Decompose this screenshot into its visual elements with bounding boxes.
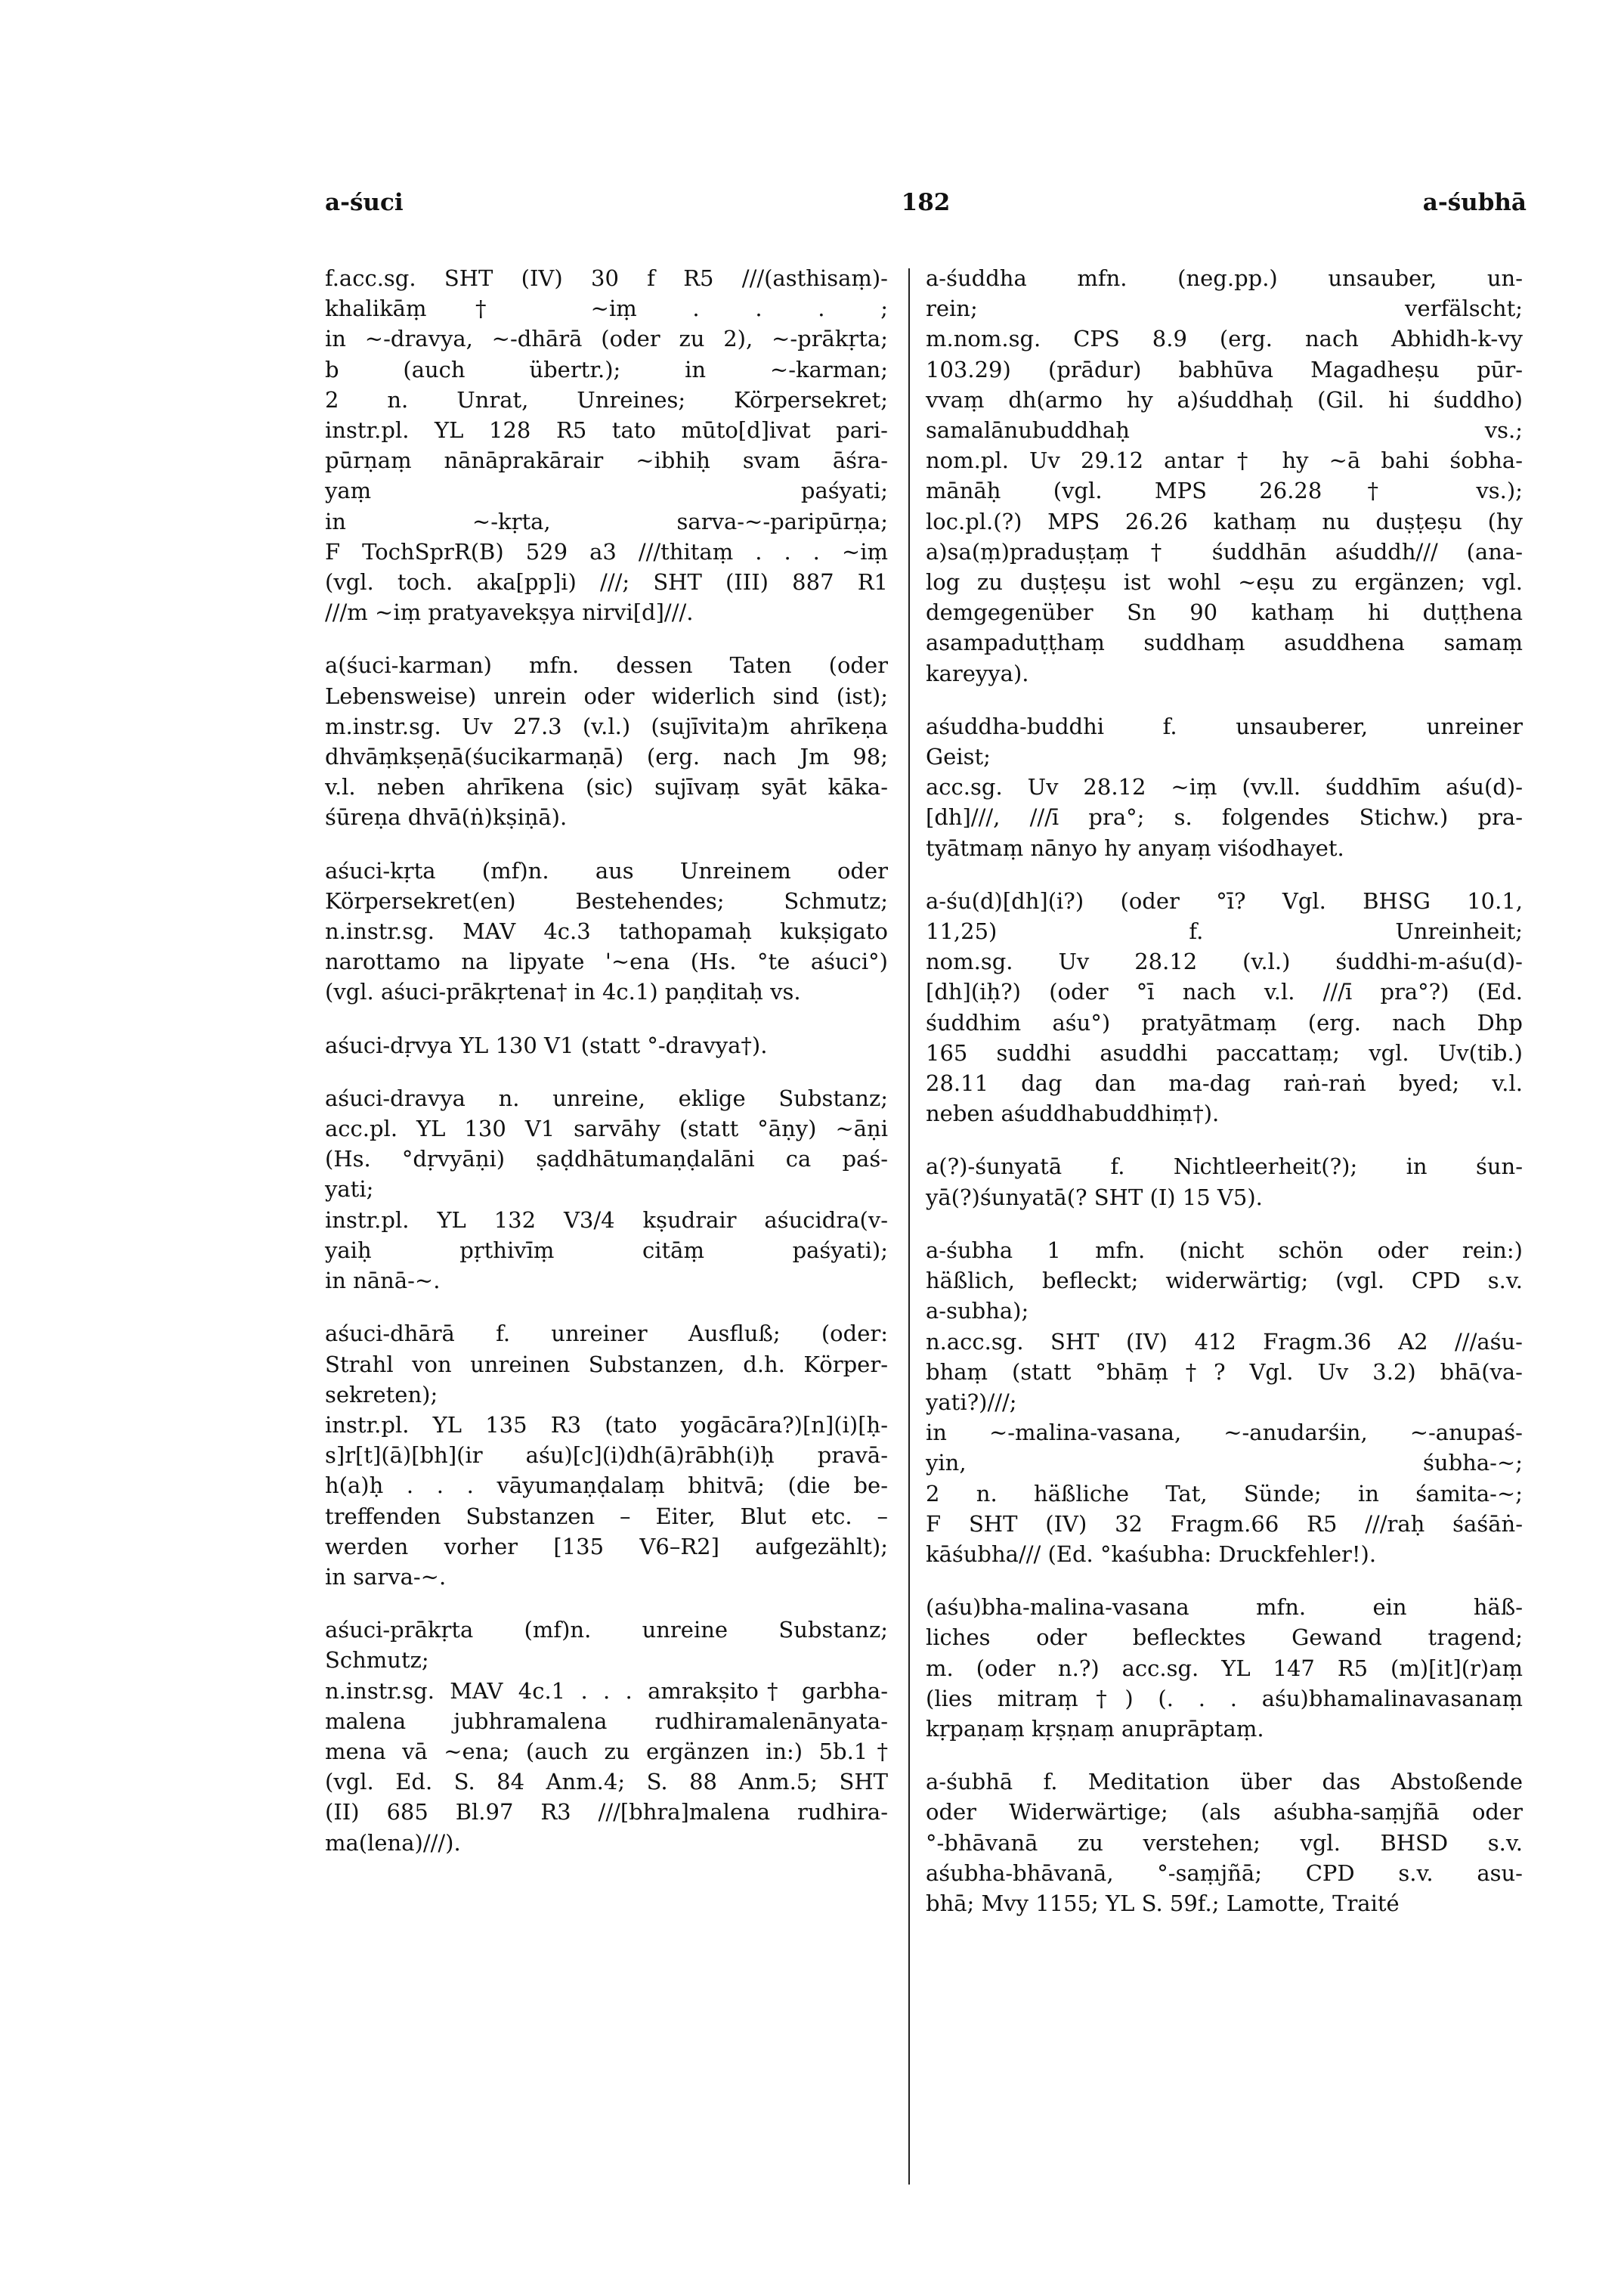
entry-line: asampaduṭṭhaṃ suddhaṃ asuddhena samaṃ — [926, 630, 1523, 656]
entry-line: aśuci-dṛvya YL 130 V1 (statt °-dravya†). — [325, 1032, 768, 1058]
entry-line: loc.pl.(?) MPS 26.26 kathaṃ nu duṣṭeṣu (hy — [926, 508, 1523, 534]
entry-line: yaṃ paśyati; — [325, 478, 888, 504]
entry-line: Schmutz; — [325, 1647, 429, 1674]
entry-line: neben aśuddhabuddhiṃ†). — [926, 1101, 1220, 1127]
entry-line: in ~-kṛta, sarva-~-paripūrṇa; — [325, 508, 888, 534]
entry-line: aśuci-prākṛta (mf)n. unreine Substanz; — [325, 1617, 888, 1643]
entry-line: pūrṇaṃ nānāprakārair ~ibhiḥ svam āśra- — [325, 447, 888, 474]
entry-line: a-śubha 1 mfn. (nicht schön oder rein:) — [926, 1237, 1523, 1263]
dictionary-entry — [926, 711, 1523, 863]
entry-line: yā(?)śunyatā(? SHT (I) 15 V5). — [926, 1184, 1263, 1210]
entry-line: liches oder beflecktes Gewand tragend; — [926, 1624, 1523, 1651]
entry-line: log zu duṣṭeṣu ist wohl ~eṣu zu ergänzen; vgl. — [926, 569, 1523, 596]
entry-line: a(śuci-karman) mfn. dessen Taten (oder — [325, 652, 888, 679]
entry-line: [dh]///, ///ī pra°; s. folgendes Stichw.) pra- — [926, 804, 1523, 831]
entry-line: ///m ~iṃ pratyavekṣya nirvi[d]///. — [325, 599, 694, 626]
entry-line: Körpersekret(en) Bestehendes; Schmutz; — [325, 887, 888, 914]
entry-line: śuddhim aśu°) pratyātmaṃ (erg. nach Dhp — [926, 1009, 1523, 1036]
entry-line: mena vā ~ena; (auch zu ergänzen in:) 5b.1† — [325, 1738, 888, 1764]
dictionary-entry — [926, 1235, 1523, 1569]
entry-line: n.instr.sg. MAV 4c.3 tathopamaḥ kukṣigato — [325, 918, 888, 945]
dictionary-entry — [325, 1030, 888, 1061]
entry-line: Strahl von unreinen Substanzen, d.h. Körper- — [325, 1351, 888, 1377]
entry-line: 165 suddhi asuddhi paccattaṃ; vgl. Uv(tib.) — [926, 1039, 1523, 1066]
right-column — [926, 263, 1523, 1941]
entry-line: a-śuddha mfn. (neg.pp.) unsauber, un- — [926, 265, 1523, 291]
entry-line: h(a)ḥ . . . vāyumaṇḍalaṃ bhitvā; (die be- — [325, 1472, 888, 1499]
entry-line: instr.pl. YL 128 R5 tato mūto[d]ivat pari- — [325, 417, 888, 444]
entry-line: mānāḥ (vgl. MPS 26.28† vs.); — [926, 478, 1523, 504]
entry-line: tyātmaṃ nānyo hy anyaṃ viśodhayet. — [926, 835, 1344, 861]
entry-line: vvaṃ dh(armo hy a)śuddhaḥ (Gil. hi śuddho) — [926, 386, 1523, 413]
entry-line: a(?)-śunyatā f. Nichtleerheit(?); in śun- — [926, 1153, 1523, 1180]
column-divider — [908, 268, 910, 2185]
entry-line: häßlich, befleckt; widerwärtig; (vgl. CPD s.v. — [926, 1268, 1523, 1294]
dictionary-entry — [325, 1318, 888, 1592]
entry-line: 103.29) (prādur) babhūva Magadheṣu pūr- — [926, 356, 1523, 382]
entry-line: m.instr.sg. Uv 27.3 (v.l.) (sujīvita)m ahrīkeṇa — [325, 713, 888, 739]
entry-line: oder Widerwärtige; (als aśubha-saṃjñā oder — [926, 1799, 1523, 1825]
entry-line: (lies mitraṃ†) (. . . aśu)bhamalinavasanaṃ — [926, 1685, 1523, 1711]
entry-line: yati?)///; — [926, 1389, 1017, 1415]
entry-line: Geist; — [926, 744, 991, 770]
entry-line: treffenden Substanzen – Eiter, Blut etc. – — [325, 1503, 888, 1529]
entry-line: yati; — [325, 1176, 374, 1203]
dictionary-entry — [325, 650, 888, 832]
dictionary-entry — [926, 1592, 1523, 1744]
dictionary-entry — [325, 263, 888, 627]
entry-line: aśubha-bhāvanā, °-saṃjñā; CPD s.v. asu- — [926, 1860, 1523, 1886]
entry-line: yaiḥ pṛthivīṃ citāṃ paśyati); — [325, 1237, 888, 1263]
entry-line: (vgl. aśuci-prākṛtena† in 4c.1) paṇḍitaḥ vs. — [325, 979, 801, 1005]
entry-line: yin, śubha-~; — [926, 1450, 1523, 1476]
header-right-word: a-śubhā — [1422, 189, 1527, 216]
entry-line: kareyya). — [926, 660, 1029, 686]
entry-line: b (auch übertr.); in ~-karman; — [325, 356, 888, 382]
entry-line: in ~-malina-vasana, ~-anudarśin, ~-anupaś- — [926, 1420, 1523, 1446]
entry-line: dhvāṃkṣeṇā(śucikarmaṇā) (erg. nach Jm 98; — [325, 744, 888, 770]
entry-line: m.nom.sg. CPS 8.9 (erg. nach Abhidh-k-vy — [926, 326, 1523, 352]
dictionary-entry — [926, 263, 1523, 689]
dictionary-entry — [926, 886, 1523, 1129]
entry-line: 2 n. häßliche Tat, Sünde; in śamita-~; — [926, 1480, 1523, 1506]
entry-line: kāśubha/// (Ed. °kaśubha: Druckfehler!). — [926, 1541, 1377, 1567]
entry-line: instr.pl. YL 135 R3 (tato yogācāra?)[n](i)[ḥ- — [325, 1411, 888, 1438]
entry-line: śūreṇa dhvā(ṅ)kṣiṇā). — [325, 804, 568, 831]
entry-line: rein; verfälscht; — [926, 296, 1523, 322]
entry-line: instr.pl. YL 132 V3/4 kṣudrair aśucidra(v- — [325, 1206, 888, 1233]
entry-line: malena jubhramalena rudhiramalenānyata- — [325, 1708, 888, 1734]
entry-line: 11,25) f. Unreinheit; — [926, 918, 1523, 945]
entry-line: aśuddha-buddhi f. unsauberer, unreiner — [926, 713, 1523, 739]
entry-line: a)sa(ṃ)praduṣṭaṃ† śuddhān aśuddh/// (ana- — [926, 538, 1523, 565]
entry-line: in ~-dravya, ~-dhārā (oder zu 2), ~-prākṛta; — [325, 326, 888, 352]
entry-line: demgegenüber Sn 90 kathaṃ hi duṭṭhena — [926, 599, 1523, 626]
entry-line: ma(lena)///). — [325, 1829, 461, 1856]
entry-line: n.acc.sg. SHT (IV) 412 Fragm.36 A2 ///aśu- — [926, 1328, 1523, 1355]
entry-line: werden vorher [135 V6–R2] aufgezählt); — [325, 1533, 888, 1559]
entry-line: 2 n. Unrat, Unreines; Körpersekret; — [325, 386, 888, 413]
entry-line: n.instr.sg. MAV 4c.1 . . . amrakṣito† garbha- — [325, 1677, 888, 1704]
entry-line: Lebensweise) unrein oder widerlich sind (ist); — [325, 683, 888, 709]
entry-line: a-subha); — [926, 1298, 1029, 1324]
entry-line: sekreten); — [325, 1381, 438, 1407]
entry-line: bhaṃ (statt °bhāṃ†? Vgl. Uv 3.2) bhā(va- — [926, 1358, 1523, 1385]
entry-line: (vgl. Ed. S. 84 Anm.4; S. 88 Anm.5; SHT — [325, 1769, 888, 1795]
entry-line: aśuci-kṛta (mf)n. aus Unreinem oder — [325, 857, 888, 884]
entry-line: f.acc.sg. SHT (IV) 30 f R5 ///(asthisaṃ)- — [325, 265, 888, 291]
entry-line: narottamo na lipyate '~ena (Hs. °te aśuci°) — [325, 949, 888, 975]
dictionary-entry — [325, 1615, 888, 1858]
entry-line: bhā; Mvy 1155; YL S. 59f.; Lamotte, Traité — [926, 1890, 1400, 1916]
running-header — [325, 189, 1527, 227]
entry-line: 28.11 dag dan ma-dag raṅ-raṅ byed; v.l. — [926, 1070, 1523, 1097]
entry-line: (vgl. toch. aka[pp]i) ///; SHT (III) 887 R1 — [325, 569, 888, 596]
dictionary-entry — [926, 1767, 1523, 1918]
entry-line: (II) 685 Bl.97 R3 ///[bhra]malena rudhira- — [325, 1799, 888, 1825]
entry-line: °-bhāvanā zu verstehen; vgl. BHSD s.v. — [926, 1829, 1523, 1856]
dictionary-entry — [325, 856, 888, 1008]
left-column — [325, 263, 888, 1881]
entry-line: nom.pl. Uv 29.12 antar† hy ~ā bahi śobha- — [926, 447, 1523, 474]
entry-line: acc.sg. Uv 28.12 ~iṃ (vv.ll. śuddhīm aśu(d)- — [926, 774, 1523, 800]
dictionary-entry — [325, 1083, 888, 1296]
entry-line: (Hs. °dṛvyāṇi) ṣaḍdhātumaṇḍalāni ca paś- — [325, 1146, 888, 1172]
entry-line: a-śubhā f. Meditation über das Abstoßende — [926, 1769, 1523, 1795]
entry-line: aśuci-dravya n. unreine, eklige Substanz; — [325, 1085, 888, 1111]
entry-line: aśuci-dhārā f. unreiner Ausfluß; (oder: — [325, 1321, 888, 1347]
entry-line: [dh](iḥ?) (oder °ī nach v.l. ///ī pra°?) (Ed. — [926, 979, 1523, 1005]
entry-line: (aśu)bha-malina-vasana mfn. ein häß- — [926, 1594, 1523, 1621]
entry-line: in sarva-~. — [325, 1563, 447, 1590]
entry-line: acc.pl. YL 130 V1 sarvāhy (statt °āṇy) ~āṇi — [325, 1116, 888, 1142]
entry-line: kṛpaṇaṃ kṛṣṇaṃ anuprāptaṃ. — [926, 1715, 1264, 1742]
entry-line: khalikāṃ† ~iṃ . . . ; — [325, 296, 888, 322]
entry-line: m. (oder n.?) acc.sg. YL 147 R5 (m)[it](r)aṃ — [926, 1655, 1523, 1681]
entry-line: nom.sg. Uv 28.12 (v.l.) śuddhi-m-aśu(d)- — [926, 949, 1523, 975]
dictionary-entry — [926, 1151, 1523, 1212]
entry-line: samalānubuddhaḥ vs.; — [926, 417, 1523, 444]
entry-line: a-śu(d)[dh](i?) (oder °ī? Vgl. BHSG 10.1, — [926, 887, 1523, 914]
header-left-word: a-śuci — [325, 189, 404, 216]
entry-line: v.l. neben ahrīkena (sic) sujīvaṃ syāt kāka- — [325, 774, 888, 800]
entry-line: F TochSprR(B) 529 a3 ///thitaṃ . . . ~iṃ — [325, 538, 888, 565]
entry-line: s]r[t](ā)[bh](ir aśu)[c](i)dh(ā)rābh(i)ḥ pravā- — [325, 1442, 888, 1469]
entry-line: in nānā-~. — [325, 1268, 441, 1294]
page-number: 182 — [901, 189, 951, 216]
entry-line: F SHT (IV) 32 Fragm.66 R5 ///raḥ śaśāṅ- — [926, 1510, 1523, 1537]
